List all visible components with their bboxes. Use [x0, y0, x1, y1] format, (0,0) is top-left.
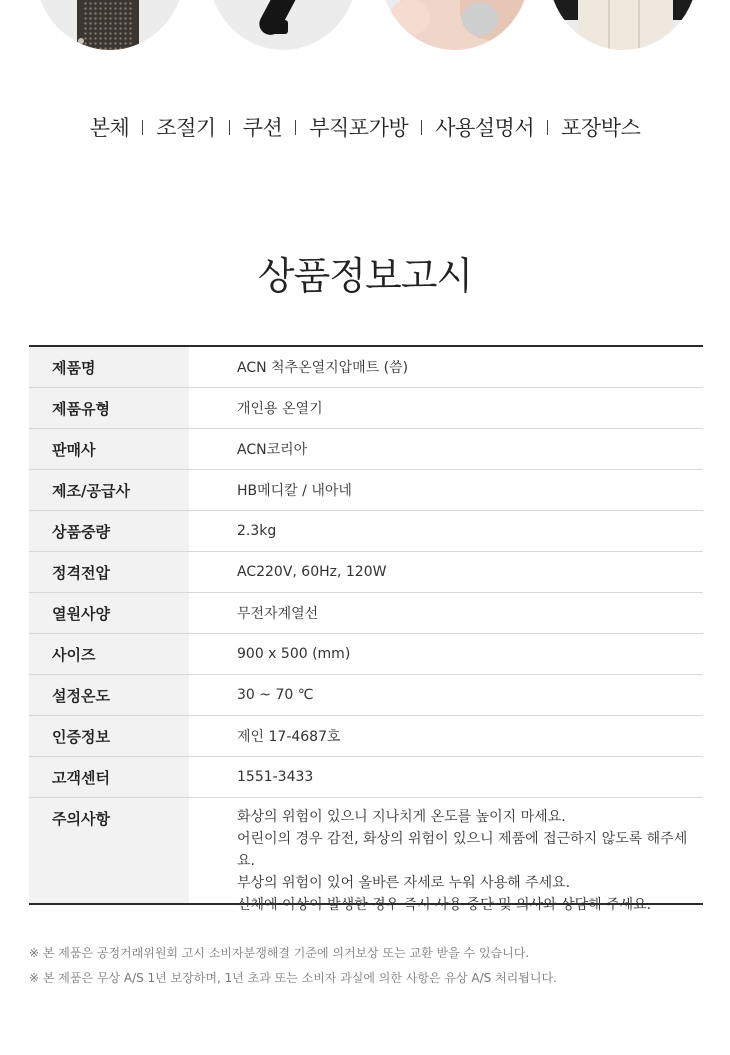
info-label: 고객센터	[29, 757, 189, 797]
info-label: 정격전압	[29, 552, 189, 592]
info-label: 인증정보	[29, 716, 189, 756]
divider	[295, 120, 296, 135]
info-value: 제인 17-4687호	[237, 729, 341, 745]
info-value: 900 x 500 (mm)	[237, 646, 351, 662]
info-row-voltage	[29, 552, 703, 593]
info-row-weight	[29, 511, 703, 552]
controller-photo	[208, 0, 358, 50]
info-row-seller	[29, 429, 703, 470]
mat-body-photo	[35, 0, 185, 50]
component-item: 포장박스	[561, 116, 641, 140]
info-value: HB메디칼 / 내아네	[237, 483, 352, 499]
info-label: 주의사항	[29, 798, 189, 903]
info-label: 사이즈	[29, 634, 189, 674]
info-row-product-type	[29, 388, 703, 429]
component-item: 쿠션	[242, 116, 283, 140]
divider	[421, 120, 422, 135]
component-photos	[0, 0, 730, 60]
info-row-manufacturer	[29, 470, 703, 511]
info-row-size	[29, 634, 703, 675]
info-row-customer-center	[29, 757, 703, 798]
info-value: ACN 척추온열지압매트 (씀)	[237, 360, 409, 376]
info-label: 상품중량	[29, 511, 189, 551]
footnotes	[29, 941, 709, 991]
divider	[142, 120, 143, 135]
product-info-table	[29, 345, 703, 913]
caution-text	[189, 798, 703, 913]
info-row-heat-source	[29, 593, 703, 634]
info-label: 판매사	[29, 429, 189, 469]
cushion-photo	[380, 0, 530, 50]
info-label: 제품유형	[29, 388, 189, 428]
info-row-certification	[29, 716, 703, 757]
component-item: 사용설명서	[435, 116, 535, 140]
footnote: ※ 본 제품은 무상 A/S 1년 보장하며, 1년 초과 또는 소비자 과실에 의한 사항은 유상 A/S 처리됩니다.	[29, 971, 557, 985]
caution-line: 신체에 이상이 발생한 경우 즉시 사용 중단 및 의사와 상담해 주세요.	[237, 897, 652, 913]
box-photo	[548, 0, 698, 50]
info-value: 개인용 온열기	[237, 401, 323, 417]
info-value: 30 ~ 70 ℃	[237, 687, 314, 703]
component-item: 부직포가방	[309, 116, 409, 140]
info-row-temperature	[29, 675, 703, 716]
info-value: 1551-3433	[237, 769, 314, 785]
footnote: ※ 본 제품은 공정거래위원회 고시 소비자분쟁해결 기준에 의거보상 또는 교환 받을 수 있습니다.	[29, 946, 530, 960]
info-value: ACN코리아	[237, 442, 308, 458]
info-row-caution	[29, 798, 703, 913]
section-title: 상품정보고시	[257, 254, 473, 298]
components-list	[0, 112, 730, 142]
info-label: 설정온도	[29, 675, 189, 715]
divider	[547, 120, 548, 135]
component-item: 본체	[89, 116, 130, 140]
divider	[229, 120, 230, 135]
component-item: 조절기	[156, 116, 216, 140]
caution-line: 부상의 위험이 있어 올바른 자세로 누워 사용해 주세요.	[237, 875, 571, 891]
info-value: AC220V, 60Hz, 120W	[237, 564, 387, 580]
info-value: 무전자계열선	[237, 606, 319, 622]
info-value: 2.3kg	[237, 523, 277, 539]
info-label: 제품명	[29, 347, 189, 387]
info-label: 제조/공급사	[29, 470, 189, 510]
caution-line: 화상의 위험이 있으니 지나치게 온도를 높이지 마세요.	[237, 809, 566, 825]
caution-line: 어린이의 경우 감전, 화상의 위험이 있으니 제품에 접근하지 않도록 해주세요.	[237, 831, 688, 869]
info-row-product-name	[29, 347, 703, 388]
info-label: 열원사양	[29, 593, 189, 633]
